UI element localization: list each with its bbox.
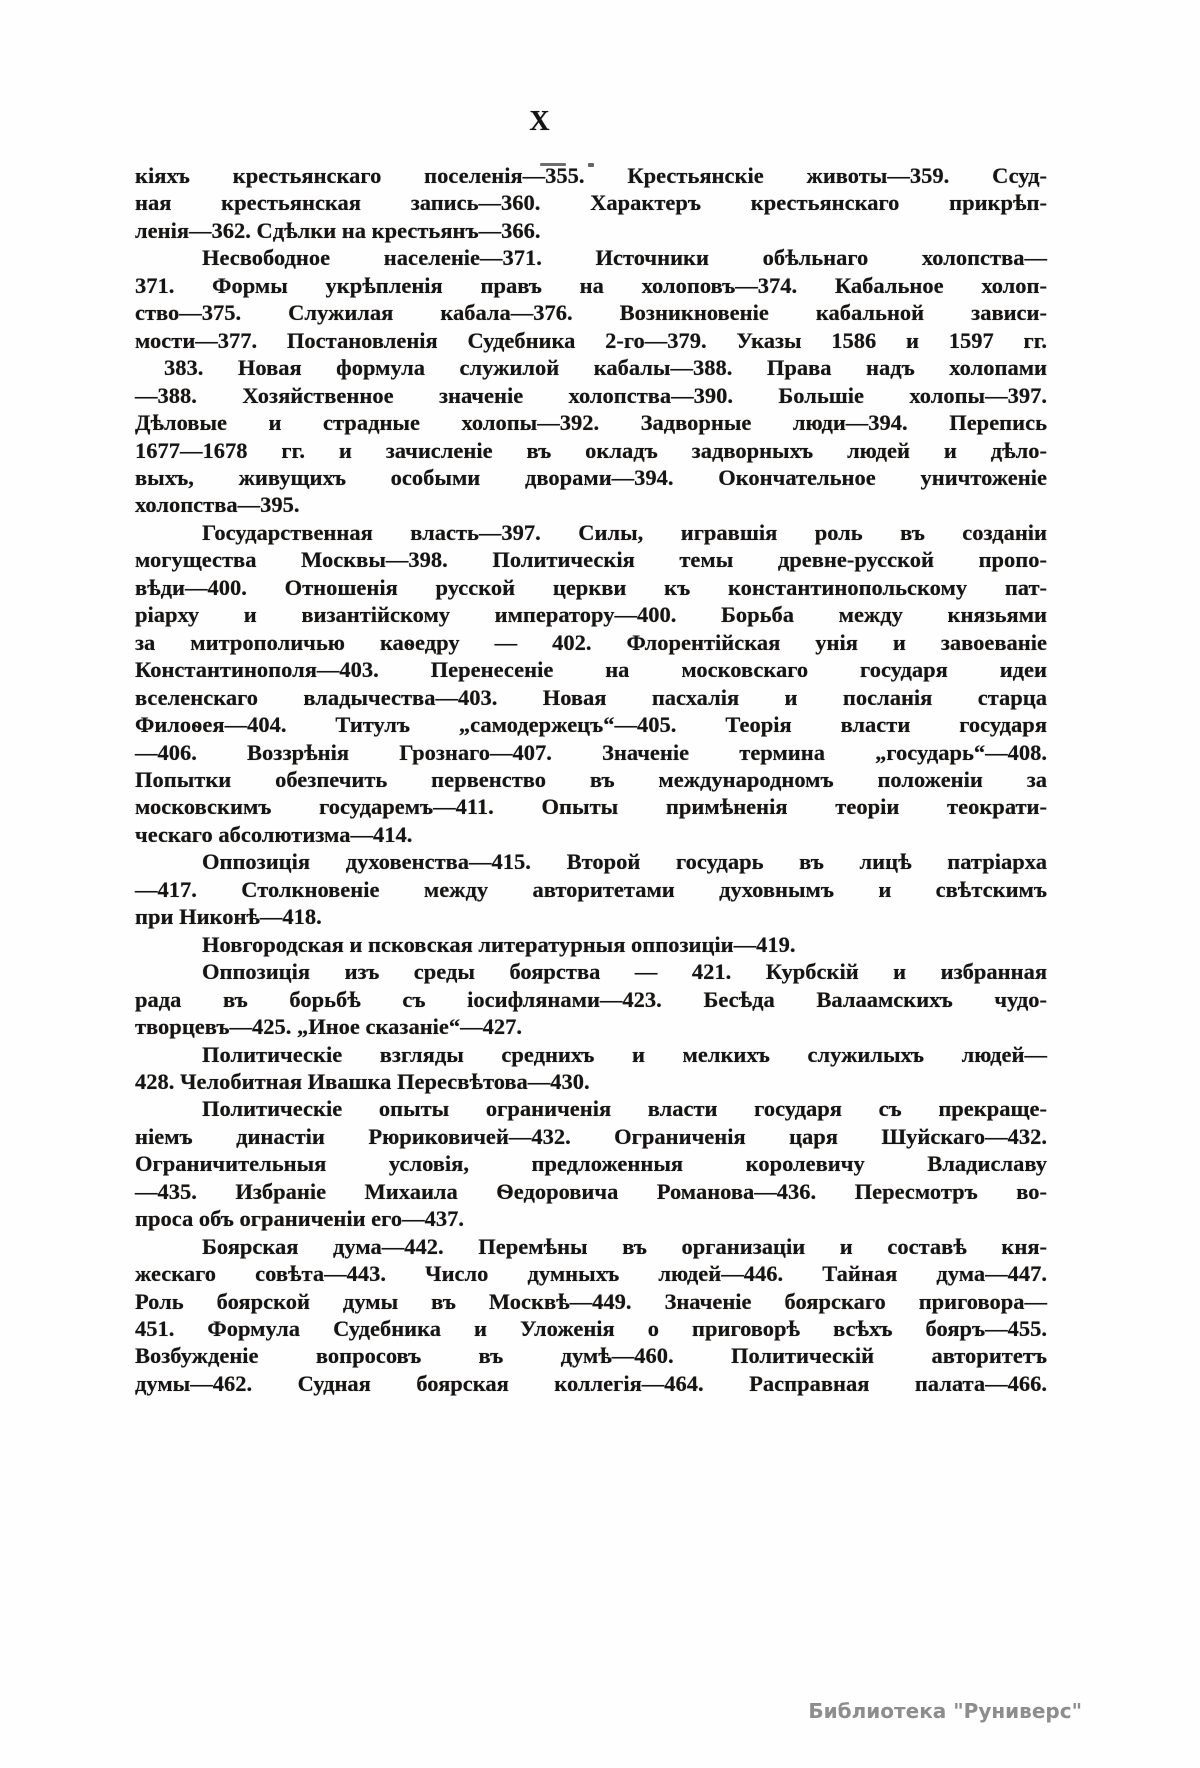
- toc-line: Константинополя—403. Перенесеніе на московскаго государя идеи: [135, 657, 1047, 683]
- toc-line: Политическіе опыты ограниченія власти государя съ прекраще-: [202, 1096, 1047, 1122]
- toc-line: 451. Формула Судебника и Уложенія о приговорѣ всѣхъ бояръ—455.: [135, 1316, 1047, 1342]
- toc-line: кіяхъ крестьянскаго поселенія—355. Крестьянскіе животы—359. Ссуд-: [135, 163, 1047, 188]
- toc-line: Новгородская и псковская литературныя оппозиціи—419.: [202, 931, 796, 957]
- toc-line: рада въ борьбѣ съ іосифлянами—423. Бесѣда Валаамскихъ чудо-: [135, 986, 1047, 1012]
- toc-line: Роль боярской думы въ Москвѣ—449. Значеніе боярскаго приговора—: [135, 1288, 1047, 1314]
- toc-line: за митрополичью каѳедру — 402. Флорентійская унія и завоеваніе: [135, 629, 1047, 655]
- toc-line: выхъ, живущихъ особыми дворами—394. Окончательное уничтоженіе: [135, 464, 1047, 490]
- toc-line: ство—375. Служилая кабала—376. Возникновеніе кабальной зависи-: [135, 300, 1047, 326]
- page-number-roman: X: [529, 106, 551, 137]
- table-of-contents-text: [135, 162, 1047, 1397]
- toc-line: Несвободное населеніе—371. Источники обѣльнаго холопства—: [202, 245, 1047, 271]
- toc-line: Политическіе взгляды среднихъ и мелкихъ служилыхъ людей—: [202, 1041, 1047, 1067]
- toc-line: ческаго абсолютизма—414.: [135, 821, 413, 847]
- toc-line: московскимъ государемъ—411. Опыты примѣненія теоріи теократи-: [135, 794, 1047, 820]
- toc-line: жескаго совѣта—443. Число думныхъ людей—446. Тайная дума—447.: [135, 1261, 1047, 1287]
- toc-line: Оппозиція изъ среды боярства — 421. Курбскій и избранная: [202, 959, 1047, 985]
- toc-line: —435. Избраніе Михаила Ѳедоровича Романова—436. Пересмотръ во-: [135, 1178, 1047, 1204]
- toc-line: вселенскаго владычества—403. Новая пасхалія и посланія старца: [135, 684, 1047, 710]
- toc-line: Ограничительныя условія, предложенныя королевичу Владиславу: [135, 1151, 1047, 1177]
- toc-line: —417. Столкновеніе между авторитетами духовнымъ и свѣтскимъ: [135, 876, 1047, 902]
- toc-line: Филоѳея—404. Титулъ „самодержецъ“—405. Теорія власти государя: [135, 712, 1047, 738]
- toc-line: 1677—1678 гг. и зачисленіе въ окладъ задворныхъ людей и дѣло-: [135, 437, 1047, 463]
- toc-line: ная крестьянская запись—360. Характеръ крестьянскаго прикрѣп-: [135, 190, 1047, 216]
- toc-line: Попытки обезпечить первенство въ международномъ положеніи за: [135, 766, 1047, 792]
- toc-line: Дѣловые и страдные холопы—392. Задворные люди—394. Перепись: [135, 410, 1047, 436]
- toc-line: —406. Воззрѣнія Грознаго—407. Значеніе термина „государь“—408.: [135, 739, 1047, 765]
- library-watermark: Библиотека "Руниверс": [808, 1699, 1082, 1723]
- toc-line: мости—377. Постановленія Судебника 2-го—379. Указы 1586 и 1597 гг.: [135, 327, 1047, 353]
- toc-line: Оппозиція духовенства—415. Второй государь въ лицѣ патріарха: [202, 849, 1047, 875]
- toc-line: при Никонѣ—418.: [135, 904, 322, 930]
- toc-line: 371. Формы укрѣпленія правъ на холоповъ—374. Кабальное холоп-: [135, 272, 1047, 298]
- toc-line: ніемъ династіи Рюриковичей—432. Ограниченія царя Шуйскаго—432.: [135, 1123, 1047, 1149]
- toc-line: творцевъ—425. „Иное сказаніе“—427.: [135, 1014, 523, 1040]
- toc-line: холопства—395.: [135, 492, 300, 518]
- toc-line: 383. Новая формула служилой кабалы—388. Права надъ холопами: [164, 355, 1047, 381]
- toc-line: вѣди—400. Отношенія русской церкви къ константинопольскому пат-: [135, 574, 1047, 600]
- toc-line: ріарху и византійскому императору—400. Борьба между князьями: [135, 602, 1047, 628]
- toc-line: проса объ ограниченіи его—437.: [135, 1206, 464, 1232]
- toc-line: думы—462. Судная боярская коллегія—464. Расправная палата—466.: [135, 1370, 1047, 1396]
- toc-line: Государственная власть—397. Силы, игравшія роль въ созданіи: [202, 519, 1047, 545]
- toc-line: Возбужденіе вопросовъ въ думѣ—460. Политическій авторитетъ: [135, 1343, 1047, 1369]
- toc-line: Боярская дума—442. Перемѣны въ организаціи и составѣ кня-: [202, 1233, 1047, 1259]
- toc-line: ленія—362. Сдѣлки на крестьянъ—366.: [135, 217, 541, 243]
- toc-line: 428. Челобитная Ивашка Пересвѣтова—430.: [135, 1068, 590, 1094]
- toc-line: —388. Хозяйственное значеніе холопства—390. Большіе холопы—397.: [135, 382, 1047, 408]
- toc-line: могущества Москвы—398. Политическія темы древне-русской пропо-: [135, 547, 1047, 573]
